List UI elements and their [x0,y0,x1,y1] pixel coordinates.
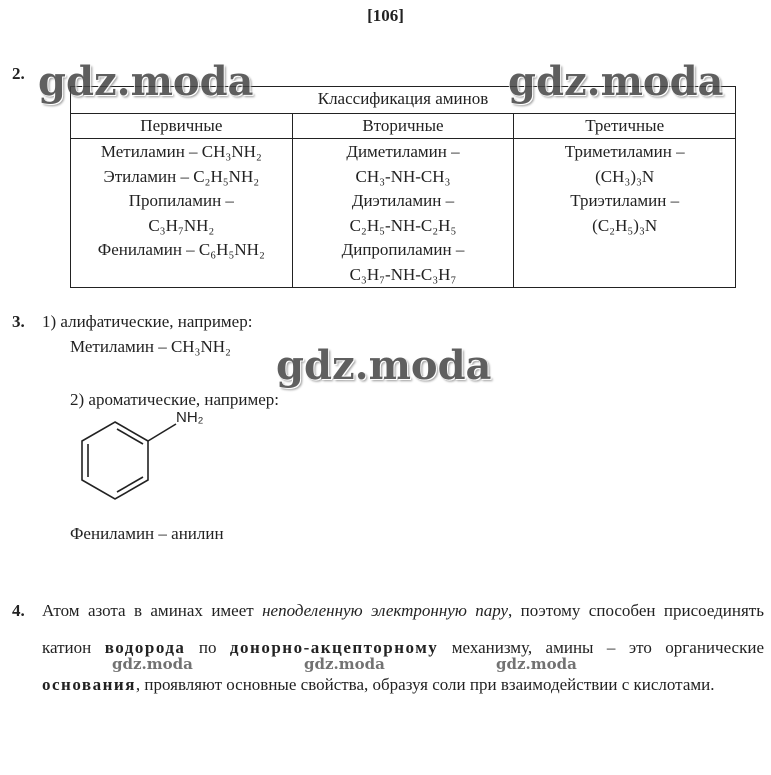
primary-amine-line: Пропиламин – [128,191,234,210]
secondary-amine-line: Диметиламин – [346,142,460,161]
watermark: gdz.moda [508,58,724,105]
aniline-caption: Фениламин – анилин [70,524,224,543]
q4-emphasis-hydrogen: водорода [104,638,186,657]
aniline-structure [70,408,230,518]
tertiary-amine-line: Триэтиламин – [570,191,680,210]
q4-text-part: механизму, амины – это органические [438,638,764,657]
q4-emphasis-lone-pair: неподеленную электронную пару [262,601,509,620]
primary-amines-cell [71,139,293,288]
secondary-amine-line: C₃H₇-NH-C₃H₇ [349,264,457,284]
question-3-number: 3. [12,312,25,331]
primary-amine-line: C₃H₇NH₂ [148,215,215,235]
amines-classification-table [70,86,736,288]
secondary-amine-line: C₂H₅-NH-C₂H₅ [349,215,457,235]
tertiary-amine-line: Триметиламин – [564,142,685,161]
primary-amine-line: Фениламин – C₆H₅NH₂ [97,240,265,259]
aromatic-item: 2) ароматические, например: [70,390,280,409]
question-4-text [42,592,764,703]
watermark: gdz.moda [112,655,193,673]
primary-amine-line: Метиламин – CH₃NH₂ [100,142,262,161]
tertiary-amine-line: (CH₃)₃N [595,166,655,186]
q4-text-part: , проявляют основные свойства, образуя соли при взаимодействии с кислотами. [135,675,715,694]
q4-emphasis-bases: основания [42,675,136,694]
header-tertiary: Третичные [514,114,736,139]
q4-text-part: по [185,638,230,657]
aliphatic-example: Метиламин – CH₃NH₂ [70,337,231,356]
page-number: [106] [367,6,404,25]
header-secondary: Вторичные [292,114,514,139]
tertiary-amines-cell [514,139,736,288]
aliphatic-item: 1) алифатические, например: [42,312,253,331]
secondary-amine-line: Дипропиламин – [341,240,465,259]
watermark: gdz.moda [38,58,254,105]
watermark: gdz.moda [496,655,577,673]
q4-emphasis-donor-acceptor: донорно-акцепторному [229,638,439,657]
header-primary: Первичные [71,114,293,139]
secondary-amines-cell [292,139,514,288]
q4-text-part: Атом азота в аминах имеет [42,601,263,620]
table-title: Классификация аминов [71,87,736,114]
question-2-number: 2. [12,64,25,83]
watermark: gdz.moda [304,655,385,673]
secondary-amine-line: Диэтиламин – [351,191,455,210]
primary-amine-line: Этиламин – C₂H₅NH₂ [103,166,260,186]
benzene-ring [82,422,176,499]
tertiary-amine-line: (C₂H₅)₃N [592,215,658,235]
question-4-number: 4. [12,601,25,620]
watermark: gdz.moda [276,342,492,389]
secondary-amine-line: CH₃-NH-CH₃ [355,166,451,186]
q4-text-part: , поэтому способен присоединять катион [42,601,764,657]
nh2-label: NH₂ [176,409,204,426]
